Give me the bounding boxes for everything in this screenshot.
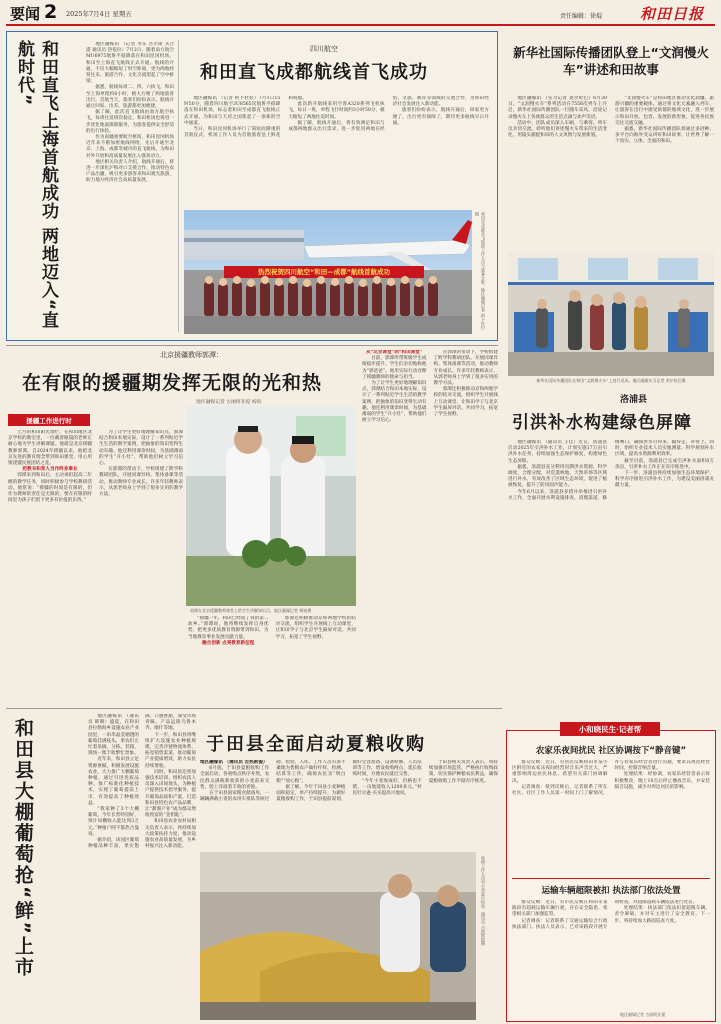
jizhe-story1-body: [512, 760, 710, 874]
classroom-photo-illustration: [186, 406, 356, 606]
luopu-para: 据悉，洛浦县充分利用汛期洪水资源，科学调度，合理分配，对荒漠林地、天然草场等区域进行补水，有效改善了区域生态环境，促进了植被恢复，提升了防风固沙能力。: [508, 464, 607, 489]
masthead-rule: [6, 24, 715, 26]
xinhua-photo-caption: 新华社国际传播团队在和田“文润慢火车”上进行采风。地区融媒实习记者 麦尔哈巴摄: [536, 378, 686, 383]
beijing-para: 郭潭还积极推动京和两地学校的结对交流，组织学生开展线上互动课堂，让和田学子与北京学生隔屏对话、共同学习，拓宽了学生视野。: [433, 387, 498, 418]
train-photo-illustration: [508, 252, 714, 376]
editor-credit: 责任编辑：徐琨: [560, 13, 603, 20]
luopu-body: [508, 440, 714, 625]
section-rule: [6, 345, 498, 346]
beijing-photo-caption: 郭潭在北京援疆教师课堂上给学生讲解知识点。地区融媒记者 杨锐摄: [190, 608, 312, 613]
luopu-location: 洛浦县: [620, 395, 648, 405]
grain-photo-illustration: [200, 852, 476, 1020]
lead-headline: [12, 40, 72, 335]
luopu-para: 下一步，洛浦县将持续加强生态环境保护，科学有序推进引洪补水工作，为建设美丽洛浦贡献力量。: [615, 471, 714, 489]
putao-body: [88, 714, 196, 1020]
chengdu-caption-text: 和田至成都首飞航班工作人员与旅客合影。地区融媒记者 阿卜杜拉摄: [475, 212, 486, 330]
lead-para: 作为南疆重要航空枢纽，和田昆冈机场近年来不断加密航线网络，先后开通至北京、上海、成都等城市的直飞航线，为和田对外开放和高质量发展注入强劲动力。: [86, 135, 174, 159]
airport-photo-illustration: [184, 210, 472, 334]
beijing-kicker: 北京援疆教师郭潭：: [160, 351, 223, 359]
xinhua-headline: 新华社国际传播团队登上“文润慢火车”讲述和田故事: [513, 45, 709, 77]
lead-para: 地区融媒讯 （记者 李东 吾尔斯 买合提 通讯员 热依拉）7月2日，随着南方航空MU6975航班平稳降落在和田昆冈机场，和田至上海直飞航线正式开通。航线的开通，不仅大幅缩短了时空距离，更为两地经贸往来、旅游合作、文化交流架起了空中桥梁。: [86, 42, 174, 85]
chengdu-para: 当日，和田昆冈机场举行了简短而隆重的首航仪式，机场工作人员为首航旅客送上鲜花和祝福。: [184, 96, 307, 139]
jizhe-story1-headline: 农家乐夜间扰民 社区协调按下“静音键”: [535, 746, 687, 756]
xiatian-photo-caption: [480, 856, 498, 1020]
xiatian-para: 于田县相关负责人表示，将持续加强市场监管，严格执行收购政策，切实保护种粮农民利益，确保夏粮收购工作平稳有序推进。: [428, 760, 498, 784]
xiatian-headline: 于田县全面启动夏粮收购: [206, 734, 426, 755]
beijing-body-right: [362, 350, 498, 702]
beijing-photo: [186, 406, 356, 606]
jizhe-credit: 地区融媒记者 古丽阿亚提: [620, 1012, 666, 1017]
putao-para: 地区融媒讯 （通讯员 韩朝）盛夏，在和田县拉勒海乡设施农业产业园里，一串串晶莹剔透的葡萄挂满枝头，果农们正忙着采摘、分拣、装箱，现场一派丰收繁忙景象。: [88, 714, 139, 757]
welcome-banner: 热烈祝贺四川航空“和田—成都”航线首航成功: [257, 268, 391, 276]
jizhe-para: 处理结果：执法部门依法扣留超限车辆，责令卸载，并对车主进行了安全教育。下一步，将持续加大路面巡查力度。: [614, 906, 710, 924]
column-label: 援疆工作进行时: [8, 414, 90, 426]
jizhe-story2-body: [512, 900, 710, 1010]
xiatian-caption-text: 收购工作人员对小麦进行检验。通讯员 吉热斯提摄: [481, 856, 486, 946]
xiatian-photo: [200, 852, 476, 1020]
paper-logo: 和田日报: [640, 5, 705, 23]
beijing-body-mid: [188, 616, 356, 706]
putao-headline: [10, 718, 82, 1018]
chengdu-photo: [184, 210, 472, 334]
chengdu-headline: 和田直飞成都航线首飞成功: [200, 62, 428, 83]
beijing-para: 在郭潭的带动下，学校组建了跨学科教研团队，开展同课异构、集体备课等活动，推动教师专业成长。许多年轻教师表示，从郭老师身上学到了很多实用的教学方法。: [433, 350, 498, 387]
beijing-para: 为了让学生更好地理解知识点，郭潭结合和田本地实际，设计了一系列贴近学生生活的教学案例，把抽象的知识变得生动有趣。他还利用课余时间，为基础薄弱的学生“开小灶”，帮助他们树立学习信心。: [99, 430, 183, 467]
lead-body: [86, 42, 174, 332]
chengdu-para: 此次新开航线采用空客A320系列飞机执飞，每日一班，单程飞行时间约3小时50分，极大缩短了两地往返时间。: [288, 102, 385, 120]
xinhua-photo: [508, 252, 714, 376]
jizhe-para: 记者调查：接到反映后，记者联系了所在社区。社区工作人员第一时间上门了解情况，并与农家乐经营者进行沟通，要求其规范经营时间，控制音响音量。: [512, 760, 710, 797]
beijing-para: 七月的和田阳光灿烂，在和田地区北京学校的教室里，一位戴着眼镜的老师正耐心地为学生讲解课题。他就是北京援疆教师郭潭。自2024年援疆以来，他把北京先进的教育理念带到和田课堂，用心用情浇灌民族团结之花。: [8, 430, 92, 467]
beijing-subhead: 把教书和育人当作终身事业: [22, 467, 78, 473]
jizhe-label: 小和晓民生·记者帮: [560, 722, 660, 736]
xiatian-body: [200, 760, 498, 850]
masthead: [0, 0, 721, 26]
beijing-para: “援疆一年，和田已经成了我的第二故乡。”郭潭说，他将继续发挥自身优势，把更多优质教育资源带到和田，为当地教育事业发展贡献力量。: [188, 616, 269, 640]
chengdu-para: 据了解，航线开通后，将有效满足和田与成都两地群众出行需求，进一步促进两地在经贸、文旅、教育等领域的交流合作，为和田经济社会发展注入新动能。: [288, 96, 489, 133]
xiatian-para: 6月底，于田县夏粮收购工作全面启动，各收购点秩序井然，农民群众满载新收获的小麦前来交售，脸上洋溢着丰收的喜悦。: [200, 766, 270, 790]
jizhe-divider: [512, 878, 710, 879]
lead-para: 地区相关负责人介绍，航线开通后，将进一步深化沪和对口支援合作，推动特色农产品出疆，吸引更多游客来和田观光旅游，助力地方经济社会高质量发展。: [86, 159, 174, 184]
luopu-headline: 引洪补水构建绿色屏障: [512, 413, 692, 433]
chengdu-para: 旅客们纷纷表示，航线开通后，回家更方便了，出行更有保障了，期待更多航线早日开通。: [392, 108, 489, 126]
putao-para: 近年来，和田县立足资源禀赋，积极发展设施农业，大力推广大棚葡萄种植，通过引进优质品种、推广标准化种植技术，实现了葡萄提前上市，有效提高了种植效益。: [88, 757, 139, 806]
xiatian-para: “今年小麦收成好，价格也不错，一亩地能收入1200多元。”村民吐尔逊·买买提高兴地说。: [352, 778, 422, 797]
chengdu-photo-caption: [474, 212, 494, 332]
putao-para: 和田县农业农村局相关负责人表示，将持续加大政策扶持力度，推动设施农业高质量发展，为乡村振兴注入新动能。: [145, 819, 196, 850]
chengdu-para: 地区融媒讯 （记者 阿卜杜拉）7月1日15时50分，随着四川航空3U8565次航班平稳降落在和田机场，标志着和田至成都直飞航线正式开通，为和田与天府之国架起了一条新的空中通道。: [184, 96, 281, 126]
luopu-para: 今年6月以来，洛浦县多措并举推进引洪补水工作，全面开展水利设施排查，清理渠道、修缮闸口，确保洪水引得来、输得走、补得上。同时，组织专业技术人员实地测量、科学规划补水区域，提高水资源利用效率。: [508, 440, 714, 501]
putao-headline-text: 和田县大棚葡萄抢“鲜”上市: [12, 718, 34, 978]
xinhua-para: “文润慢火车”是和田地区推动文化润疆、旅游兴疆的重要载体。通过将文化元素融入列车，让旅客在出行中感受浓郁的地域文化，进一步展示和田开放、包容、发展的新形象，促进各民族交往交流交融。: [615, 96, 714, 126]
section-rule-2: [6, 708, 502, 709]
beijing-headline: 在有限的援疆期发挥无限的光和热: [22, 372, 323, 394]
putao-para: “我家种了3个大棚葡萄，今年长势特别好，预计每棚收入能达到3万元。”种植户阿不都热合曼说。: [88, 807, 139, 837]
putao-para: 同时，和田县还将加强技术培训，组织农技人员深入田间地头，为种植户提供技术指导服务，提升葡萄品质和产量，打造和田县特色农产品品牌，让“甜蜜产业”成为群众增收致富的“金钥匙”。: [145, 769, 196, 819]
beijing-para: 为了让学生更好地理解知识点，郭潭结合和田本地实际，设计了一系列贴近学生生活的教学案例，把抽象的知识变得生动有趣。他还利用课余时间，为基础薄弱的学生“开小灶”，帮助他们树立学习信心。: [362, 381, 427, 424]
issue-date: 2025年7月4日 星期五: [66, 10, 132, 18]
xiatian-para: 据了解，今年于田县小麦种植面积稳定，单产持续提升。为做好夏粮收购工作，于田县提前谋划，做好仓容准备、设备检修、人员培训等工作，增设收购网点，延长收购时间，方便农民就近交售。: [276, 760, 422, 803]
column-divider: [178, 40, 179, 332]
jizhe-para: 群众反映：近日，有市民反映在和田市某路段有超载运输车辆行驶，存在安全隐患，希望相关部门加强监管。: [512, 900, 608, 918]
xiatian-byline: 地区融媒讯 （通讯员 吉热斯提）: [200, 760, 268, 765]
jizhe-story2-headline: 运输车辆超限被扣 执法部门依法处置: [541, 886, 681, 896]
beijing-body-left: [8, 430, 183, 735]
chengdu-kicker: 四川航空: [310, 45, 338, 53]
beijing-para: 郭潭来到和田后，主动承担起高二年级的教学任务，同时积极参与学校教研活动。他常说：“援疆的时间是有限的，但作为教师的责任是无限的，要在有限的时间里为孩子们留下更多有价值的东西。”: [8, 473, 92, 504]
jizhe-para: 群众反映：近日，有居民反映和田市某小区附近的农家乐夜间经营时音乐声音过大，严重影响周边居民休息，希望有关部门协调解决。: [512, 760, 608, 784]
luopu-para: 截至目前，洛浦县已完成引洪补水面积8万余亩，引洪补水工作正在有序推进中。: [615, 458, 714, 470]
beijing-subhead: 从“北京课堂”到“和田课堂”: [365, 350, 423, 355]
section-label: 要闻: [10, 5, 41, 23]
chengdu-body: [184, 96, 489, 204]
beijing-subhead: 融合创新 点亮教育新征程: [202, 640, 255, 646]
beijing-para: 郭潭还积极推动京和两地学校的结对交流，组织学生开展线上互动课堂，让和田学子与北京学生隔屏对话、共同学习，拓宽了学生视野。: [275, 616, 356, 640]
page-number: 2: [44, 1, 58, 23]
xinhua-para: 地区融媒讯 （实习记者 麦尔哈巴）6月30日，“文润慢火车”系列活动在7558次列车上开启，新华社国际传播团队一行随车采风，沿途记录慢火车上各族群众的生活点滴与欢声笑语。: [508, 96, 607, 120]
putao-para: 下一步，和田县将继续扩大设施农业种植规模，完善冷链物流体系，拓宽销售渠道，推动葡萄产业提质增效，助力农民持续增收。: [145, 732, 196, 769]
xinhua-para: 活动中，团队成员深入车厢，与乘客、列车员亲切交流，聆听他们讲述慢火车带来的生活变化，用镜头捕捉和田的人文风情与发展新貌。: [508, 120, 607, 139]
luopu-para: 地区融媒讯 （通讯员 王佳）近日，洛浦县启动2025年引洪补水工作，计划实施17万亩引洪补水任务，持续加强生态保护修复，构建绿色生态屏障。: [508, 440, 607, 464]
xiatian-para: 在于田县国家粮食储备库，一辆辆满载小麦的农用车排队等候过磅、检验、入库。工作人员有条不紊地为售粮农户做好扦样、检测、结算等工作，确保农民卖“明白粮”“放心粮”。: [200, 760, 346, 803]
beijing-para: 目前，郭潭所带班级学生成绩稳步提升，学生们亲切地称他为“郭爸爸”。他用实际行动诠释了援疆教师的使命与担当。: [362, 356, 427, 380]
lead-para: 据了解，此次直飞航线由南方航空执飞，每周往返班次稳定，和田机场也将进一步优化地面保障服务，为旅客提供安全舒适的出行体验。: [86, 110, 174, 134]
jizhe-para: 记者调查：记者联系了交通运输综合行政执法部门。执法人员表示，已对该路段开展专项检查，对超限超载车辆依法进行处罚。: [512, 900, 698, 930]
beijing-reporters: 地区融媒记者 古丽阿亚提 杨锐: [196, 400, 262, 405]
putao-para: 据介绍，该园区葡萄种植品种丰富，果实饱满、口感香甜，深受市场青睐，产品远销乌鲁木齐、喀什等地。: [88, 714, 196, 850]
jizhe-para: 处理结果：经协调，农家乐经营者表示将积极整改，晚上10点后停止播放音乐，并安装隔音设施，减少对周边居民的影响。: [614, 772, 710, 790]
lead-para: 据悉，航线每周二、四、六执飞，和田至上海单程约6小时，极大方便了两地旅客出行。首航当天，旅客们纷纷表示，航线开通让回家、出差、旅游都更加便捷。: [86, 85, 174, 110]
xinhua-body: [508, 96, 714, 246]
lead-headline-text: 和田直飞上海首航成功 两地迈入“直航时代”: [14, 40, 58, 330]
xinhua-para: 据悉，新华社国际传播团队将通过多语种、多平台向海外受众讲好和田故事，让世界了解一个真实、立体、全面的和田。: [615, 127, 714, 145]
beijing-para: 在郭潭的带动下，学校组建了跨学科教研团队，开展同课异构、集体备课等活动，推动教师专业成长。许多年轻教师表示，从郭老师身上学到了很多实用的教学方法。: [99, 467, 183, 498]
